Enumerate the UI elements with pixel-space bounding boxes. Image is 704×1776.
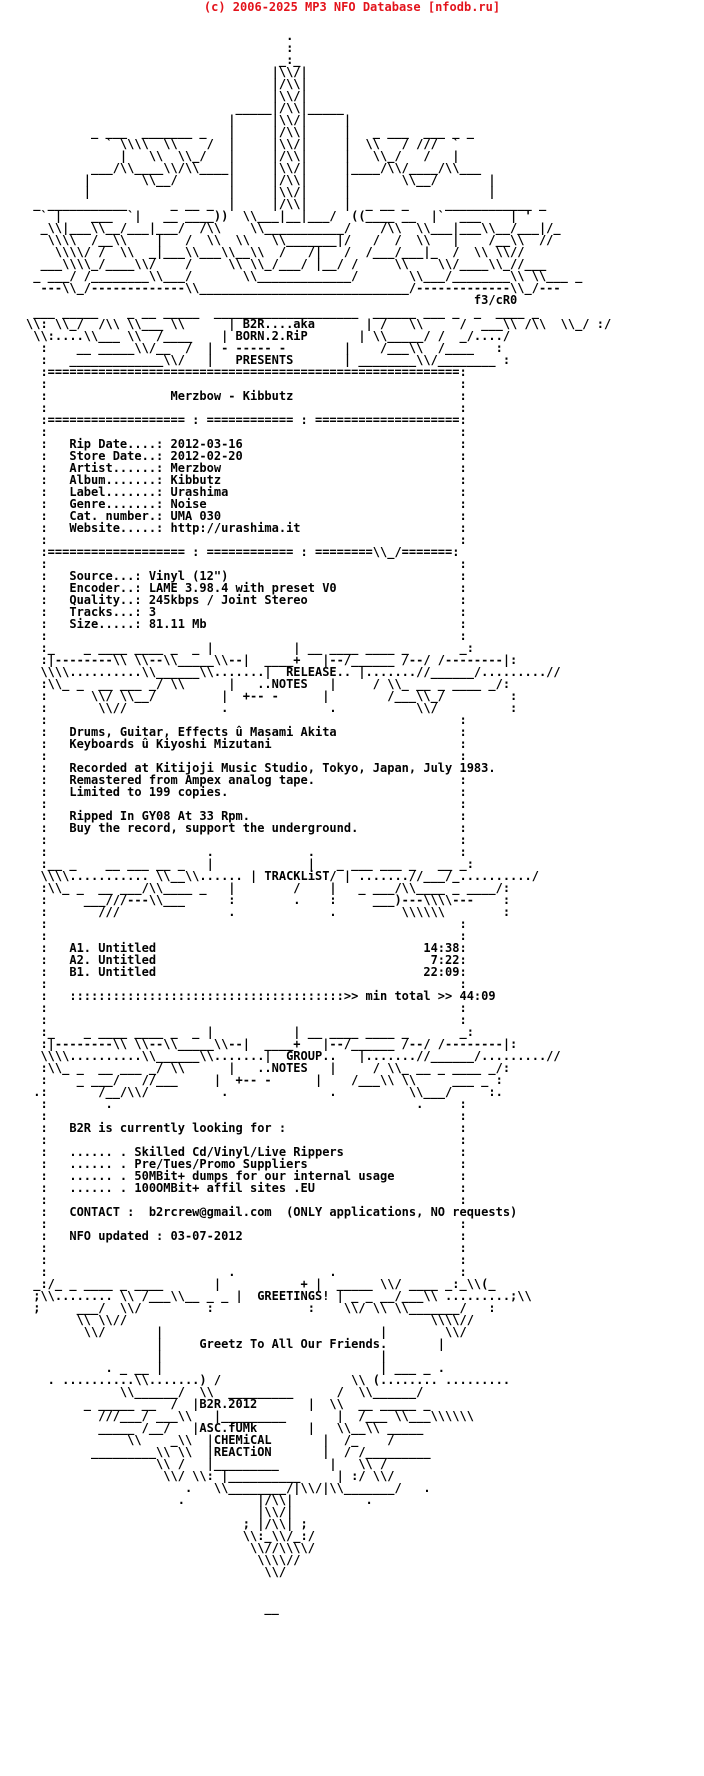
copyright-banner: (c) 2006-2025 MP3 NFO Database [nfodb.ru] [203, 0, 501, 14]
nfo-ascii-art-text: . : _:_ |\\/| |/\\| |\\/| _____|/\\|_____ | |\\/| | _ ___ _______ _ | |/\\| | _ ___ ___ _ _ ` \\\\ \\ / | |\\/| | \\ / /// ` | \\ \\_/ | |/\\| | \\_/ / | ___/\\____\\/\\____| |\\/| |____/\\/____/\\___ | \\__/ | |/\\| | \\__/ | | | |\\/| | | _ ___________ _ __ _ | |/\\| | _ __ _ ____________ _ ` | ___ `| __ ____)) \\___|__|___/ ((____ __ |` ___ | ' _\\|___\\__/___|___/ /\\ \\___________/ /\\ \\___|___\\__/___|/_ \\\\ /__\\ | / \\ \\ \\_______|/ / / \\ | /__\\ // \\\\/ / \\ _|___\\___\\__\\ / /| / /___/___|_ / \\ \\// ___\\\\_/____\\/ / \\ \\_/___/ |__/ / \\ \\/____\\_//___ _ ___/ /________\\___/ \\_____________/ \\___/________\\ \\___ _ ---\\_/-------------\\_____________________________/-------------\\_/--- f3/cR0 ___ _____ _ __ _____ ____________________ ______ ___ _ _ ____ _ \\: \\_/ /\\ \\___ \\ | B2R....aka | / \\ / ___\\ /\\ \\_/ :/ \\:....\\___ \\ /____ | BORN.2.RiP | \\_____/ / _/..../ : __ _____\\/__ / | - ----- - | /___\\ /____ : : _____________\\/ | PRESENTS | ________\\/________ : :=========================================================: : : : Merzbow - Kibbutz : : : :=================== : ============ : ====================: : : : Rip Date....: 2012-03-16 : : Store Date..: 2012-02-20 : : Artist......: Merzbow : : Album.......: Kibbutz : : Label.......: Urashima : : Genre.......: Noise : : Cat. number.: UMA 030 : : Website.....: http://urashima.it : : : :=================== : ============ : ========\\_/=======: : : : Source...: Vinyl (12") : : Encoder..: LAME 3.98.4 with preset V0 : : Quality..: 245kbps / Joint Stereo : : Tracks...: 3 : : Size.....: 81.11 Mb : : : :_ _ ____ ____ _ _ | | __ ____ ____ _ _: :|--------\\ \\--\\_____\\--| ____+ |--/______ /--/ /--------|: \\\\..........\\______\\.......| RELEASE.. |.......//______/.........// :\\_ _ __ ___ _/ \\ | ..NOTES | / \\_ __ _ ____ _/: : \\/ \\__/ | +-- - | /___\\_/ : : \\// . . \\/ : : : : Drums, Guitar, Effects û Masami Akita : : Keyboards û Kiyoshi Mizutani : : : : Recorded at Kitijoji Music Studio, Tokyo, Japan, July 1983. : Remastered from Ampex analog tape. : : Limited to 199 copies. : : : : Ripped In GY08 At 33 Rpm. : : Buy the record, support the underground. : : : : . . : :__ _ __ ___ __ _ | | _ ___ ___ _ __ _: \\\\........... \\__\\...... | TRACKLiST/ | .......//___/_........../ :\\_ _ __ ___/\\____ _ | / | _ ___/\\____ _ ____/: : ___///---\\___ : . : ___)---\\\\--- : : /// . . \\\\\\ : : : : : : A1. Untitled 14:38: : A2. Untitled 7:22: : B1. Untitled 22:09: : : : ::::::::::::::::::::::::::::::::::::::>> min total >> 44:09 : : : : :_ _ ____ ____ _ _ | | __ ____ ____ _ _: :|--------\\ \\--\\_____\\--| ____+ |--/______ /--/ /--------|: \\\\..........\\______\\.......| GROUP.. |.......//______/.........// :\\_ _ __ ___ _/ \\ | ..NOTES | / \\_ __ _ ____ _/: : _ ___/ //___ | +-- - | /___\\ \\ ___ _ : .: /__/\\/ . . \\___/ :. : . . : : : : B2R is currently looking for : : : : : ...... . Skilled Cd/Vinyl/Live Rippers : : ...... . Pre/Tues/Promo Suppliers : : ...... . 50MBit+ dumps for our internal usage : : ...... . 100OMBit+ affil sites .EU : : : : CONTACT : b2rcrew@gmail.com (ONLY applications, NO requests) : : : NFO updated : 03-07-2012 : : : : : : . . : _:/_ _ ____ _ ____ | + | _____ \\/ ____ _:_\\(_ ;\\........ \\ /___\\__ _ _ | GREETINGS! | _ _ __/___\\ .........;\\ ; ___/ \\/ : : \\/ \\ \\_______/ : \\ \\// \\\\// \\/ | | \\/ | Greetz To All Our Friends. | | | . _ __ | | ___ _ . . ..........\\.......) / \\ (........ ......... \\______/ \\ _________ / \\______/ _ _____ __ / |B2R.2012 | \\ __ _____ _ ///___/ ___\\ |_________ | /___ \\___\\\\\\ _____ /__/ |ASC.fUMk | \\__\\ _____ \\ _\\ |CHEMiCAL | /_ / _________\\ \\ |REACTiON | / /_________ \\ / |_________ | \\ / \\/ \\: |__________ | :/ \\/ . \\________/|\\/|\\_______/ . . |/\\| . |\\/| ; |/\\| ; \\:_\\/_:/ \\//\\\\/ \\\\// \\/ __ [26, 29, 612, 1615]
